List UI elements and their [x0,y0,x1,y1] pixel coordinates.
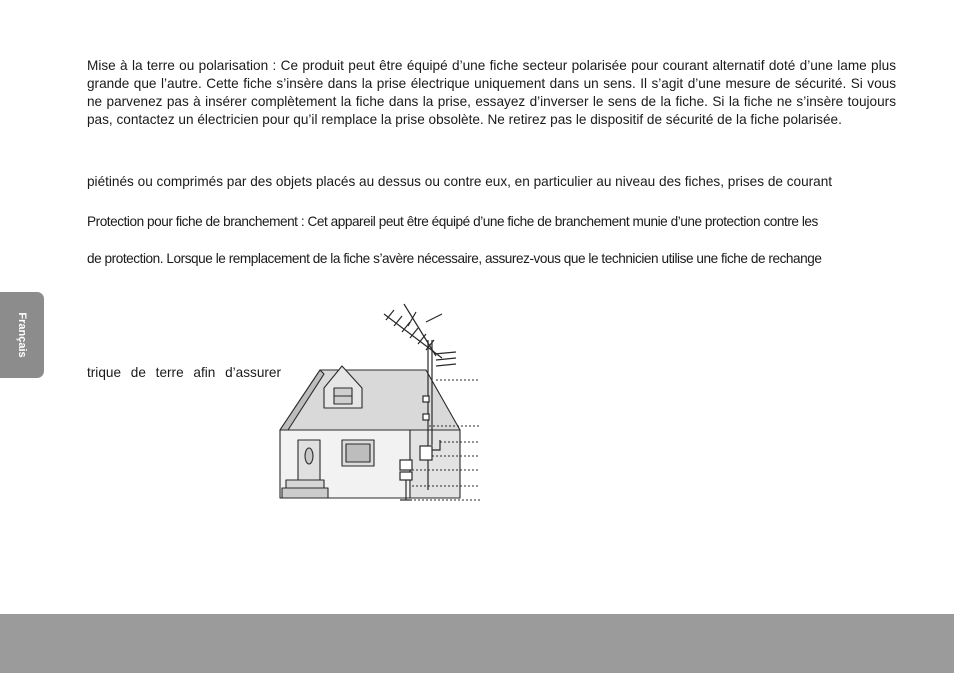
antenna-grounding-text-fragment: trique de terre afin d’assurer [87,365,282,380]
protection-paragraph-line-2: de protection. Lorsque le remplacement de la fiche s’avère nécessaire, assurez-vous que le technicien utilise une fiche de rechange [87,251,822,266]
house-drawing [280,366,460,498]
polarisation-paragraph: Mise à la terre ou polarisation : Ce produit peut être équipé d’une fiche secteur polarisée pour courant alternatif doté d’une lame plus grande que l’autre. Cette fiche s’insère dans la prise électrique uniquement dans un sens. Il s’agit d’une mesure de sécurité. Si vous ne parvenez pas à insérer complètement la fiche dans la prise, essayez d’inverser le sens de la fiche. Si la fiche ne s’insère toujours pas, contactez un électricien pour qu’il remplace la prise obsolète. Ne retirez pas le dispositif de sécurité de la fiche polarisée. [87,58,896,127]
footer-bar [0,614,954,673]
protection-paragraph-line-1: Protection pour fiche de branchement : Cet appareil peut être équipé d’une fiche de branchement munie d’une protection contre les [87,214,818,229]
house-antenna-grounding-illustration [276,300,486,510]
language-side-tab [0,292,44,378]
cords-paragraph-line: piétinés ou comprimés par des objets placés au dessus ou contre eux, en particulier au niveau des fiches, prises de courant [87,174,833,189]
language-tab-label: Français [16,312,28,358]
